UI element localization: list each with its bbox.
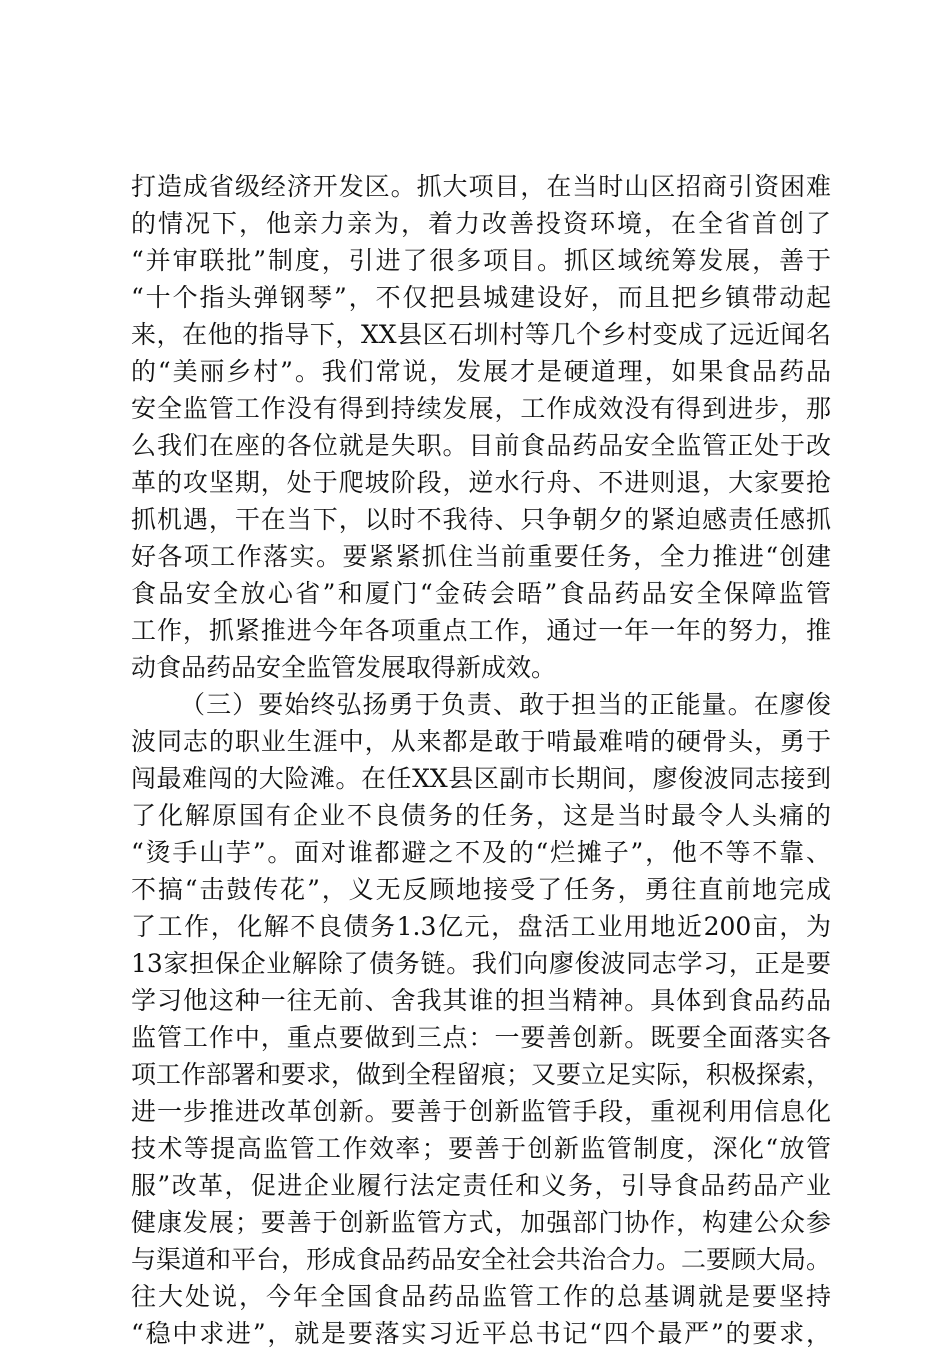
body-text-line: 工作，抓紧推进今年各项重点工作，通过一年一年的努力，推 [131, 616, 831, 645]
body-text-line: “十个指头弹钢琴”，不仅把县城建设好，而且把乡镇带动起 [131, 283, 831, 312]
body-text-line: 技术等提高监管工作效率；要善于创新监管制度，深化“放管 [131, 1134, 831, 1163]
body-text-line: 动食品药品安全监管发展取得新成效。 [131, 653, 557, 682]
body-text-line: 项工作部署和要求，做到全程留痕；又要立足实际，积极探索， [131, 1060, 832, 1089]
body-text-line: 不搞“击鼓传花”，义无反顾地接受了任务，勇往直前地完成 [131, 875, 831, 904]
section-heading-line: （三）要始终弘扬勇于负责、敢于担当的正能量。在廖俊 [180, 690, 831, 719]
body-text-line: 进一步推进改革创新。要善于创新监管手段，重视利用信息化 [131, 1097, 831, 1126]
body-text-line: 好各项工作落实。要紧紧抓住当前重要任务，全力推进“创建 [131, 542, 831, 571]
body-text-line: 么我们在座的各位就是失职。目前食品药品安全监管正处于改 [131, 431, 831, 460]
body-text-line: 监管工作中，重点要做到三点：一要善创新。既要全面落实各 [131, 1023, 831, 1052]
body-text-line: 的情况下，他亲力亲为，着力改善投资环境，在全省首创了 [131, 209, 831, 238]
body-text-line: 学习他这种一往无前、舍我其谁的担当精神。具体到食品药品 [131, 986, 831, 1015]
body-text-line: 13家担保企业解除了债务链。我们向廖俊波同志学习，正是要 [131, 949, 831, 978]
body-text-line: “烫手山芋”。面对谁都避之不及的“烂摊子”，他不等不靠、 [131, 838, 831, 867]
body-text-line: 的“美丽乡村”。我们常说，发展才是硬道理，如果食品药品 [131, 357, 831, 386]
body-text-line: 与渠道和平台，形成食品药品安全社会共治合力。二要顾大局。 [131, 1245, 832, 1274]
body-text-line: 往大处说，今年全国食品药品监管工作的总基调就是要坚持 [131, 1282, 831, 1311]
body-text-line: 闯最难闯的大险滩。在任XX县区副市长期间，廖俊波同志接到 [131, 764, 831, 793]
body-text-line: 了工作，化解不良债务1.3亿元，盘活工业用地近200亩，为 [131, 912, 831, 941]
body-text-line: 波同志的职业生涯中，从来都是敢于啃最难啃的硬骨头，勇于 [131, 727, 831, 756]
body-text-line: 安全监管工作没有得到持续发展，工作成效没有得到进步，那 [131, 394, 831, 423]
body-text-line: “稳中求进”，就是要落实习近平总书记“四个最严”的要求， [131, 1319, 831, 1348]
body-text-line: 来，在他的指导下，XX县区石圳村等几个乡村变成了远近闻名 [131, 320, 831, 349]
body-text-line: 服”改革，促进企业履行法定责任和义务，引导食品药品产业 [131, 1171, 831, 1200]
body-text-line: 健康发展；要善于创新监管方式，加强部门协作，构建公众参 [131, 1208, 831, 1237]
body-text-line: 打造成省级经济开发区。抓大项目，在当时山区招商引资困难 [131, 172, 831, 201]
body-text-line: “并审联批”制度，引进了很多项目。抓区域统筹发展，善于 [131, 246, 831, 275]
body-text-line: 食品安全放心省”和厦门“金砖会晤”食品药品安全保障监管 [131, 579, 831, 608]
body-text-line: 了化解原国有企业不良债务的任务，这是当时最令人头痛的 [131, 801, 831, 830]
body-text-line: 抓机遇，干在当下，以时不我待、只争朝夕的紧迫感责任感抓 [131, 505, 831, 534]
body-text-line: 革的攻坚期，处于爬坡阶段，逆水行舟、不进则退，大家要抢 [131, 468, 831, 497]
